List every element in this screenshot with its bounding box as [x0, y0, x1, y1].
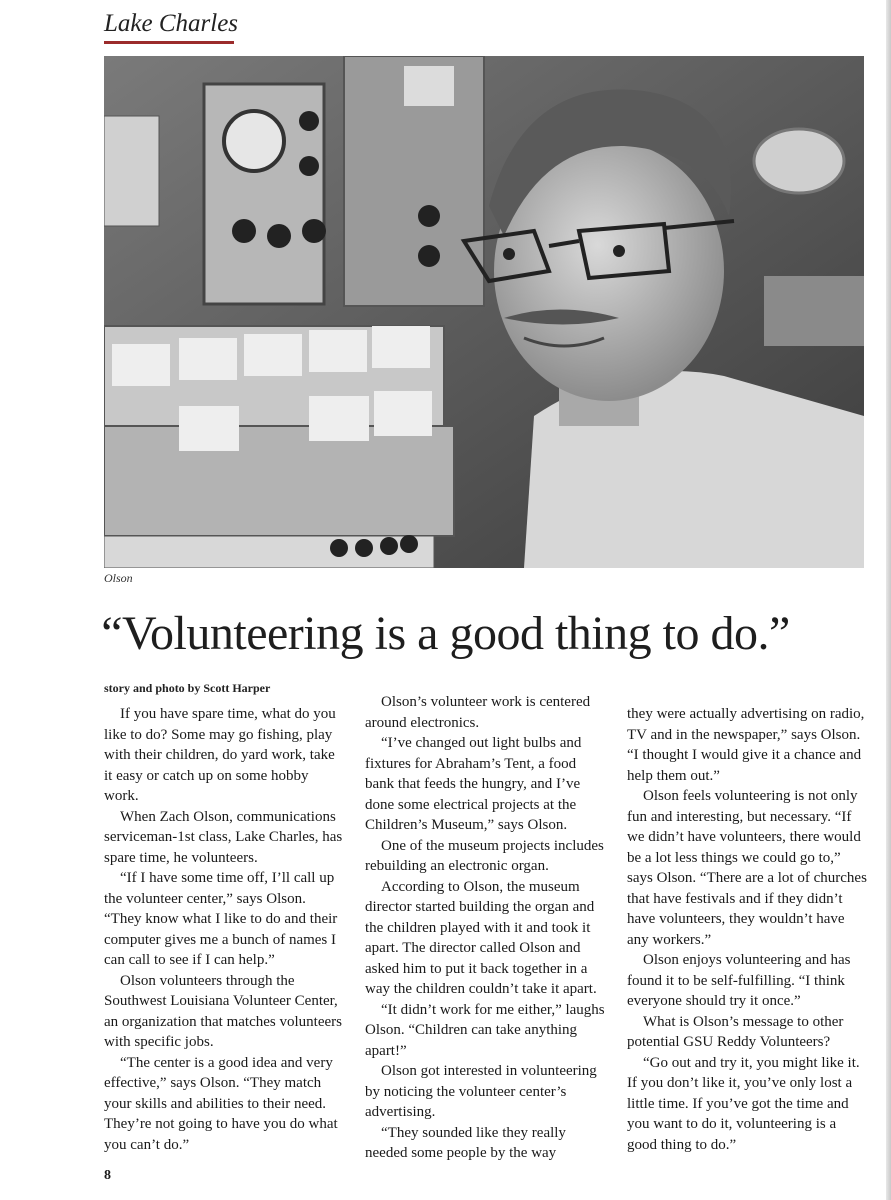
section-header: Lake Charles — [104, 10, 239, 37]
paragraph: “They sounded like they really needed some people by the way — [365, 1124, 566, 1161]
paragraph: “Go out and try it, you might like it. If you don’t like it, you’ve only lost a little time. If you’ve got the time and you want to do it, volunteering is a good thing to do.” — [627, 1054, 860, 1153]
paragraph: they were actually advertising on radio, TV and in the newspaper,” says Olson. “I thought I would give it a chance and help them out.” — [627, 706, 865, 784]
paragraph: “It didn’t work for me either,” laughs Olson. “Children can take anything apart!” — [365, 1001, 605, 1059]
article-column-3 — [627, 704, 867, 1155]
byline: story and photo by Scott Harper — [104, 681, 271, 695]
article-column-2 — [365, 692, 605, 1164]
paragraph: One of the museum projects includes rebuilding an electronic organ. — [365, 837, 604, 874]
paragraph: Olson got interested in volunteering by noticing the volunteer center’s advertising. — [365, 1063, 597, 1120]
paragraph: Olson enjoys volunteering and has found it to be self-fulfilling. “I think everyone should try it once.” — [627, 952, 851, 1009]
photo-illustration — [104, 56, 864, 568]
paragraph: When Zach Olson, communications serviceman-1st class, Lake Charles, has spare time, he volunteers. — [104, 808, 343, 866]
paragraph: Olson feels volunteering is not only fun and interesting, but necessary. “If we didn’t have volunteers, there would be a lot less things we could go to,” says Olson. “There are a lot of churches that have festivals and if they didn’t have volunteers, they wouldn’t have any workers.” — [627, 788, 867, 948]
article-column-1 — [104, 704, 344, 1155]
header-rule — [104, 41, 234, 44]
page-number: 8 — [104, 1168, 111, 1183]
paragraph: “The center is a good idea and very effective,” says Olson. “They match your skills and abilities to their need. They’re not going to have you do what you can’t do.” — [104, 1054, 338, 1153]
paragraph: “If I have some time off, I’ll call up the volunteer center,” says Olson. “They know what I like to do and their computer gives me a bunch of names I can call to see if I can help.” — [104, 870, 338, 968]
page-edge — [886, 0, 891, 1200]
headline: “Volunteering is a good thing to do.” — [101, 607, 790, 660]
paragraph: “I’ve changed out light bulbs and fixtures for Abraham’s Tent, a food bank that feeds the hungry, and I’ve done some electrical projects at the Children’s Museum,” says Olson. — [365, 735, 582, 833]
paragraph: According to Olson, the museum director started building the organ and the children played with it and took it apart. The director called Olson and asked him to put it back together in a way the children couldn’t take it apart. — [365, 878, 597, 997]
photo-caption: Olson — [104, 571, 133, 585]
paragraph: What is Olson’s message to other potential GSU Reddy Volunteers? — [627, 1013, 844, 1050]
photo-olson — [104, 56, 864, 568]
paragraph: Olson volunteers through the Southwest Louisiana Volunteer Center, an organization that matches volunteers with specific jobs. — [104, 972, 342, 1050]
paragraph: Olson’s volunteer work is centered around electronics. — [365, 694, 591, 731]
paragraph: If you have spare time, what do you like to do? Some may go fishing, play with their children, do yard work, take it easy or catch up on some hobby work. — [104, 706, 336, 804]
